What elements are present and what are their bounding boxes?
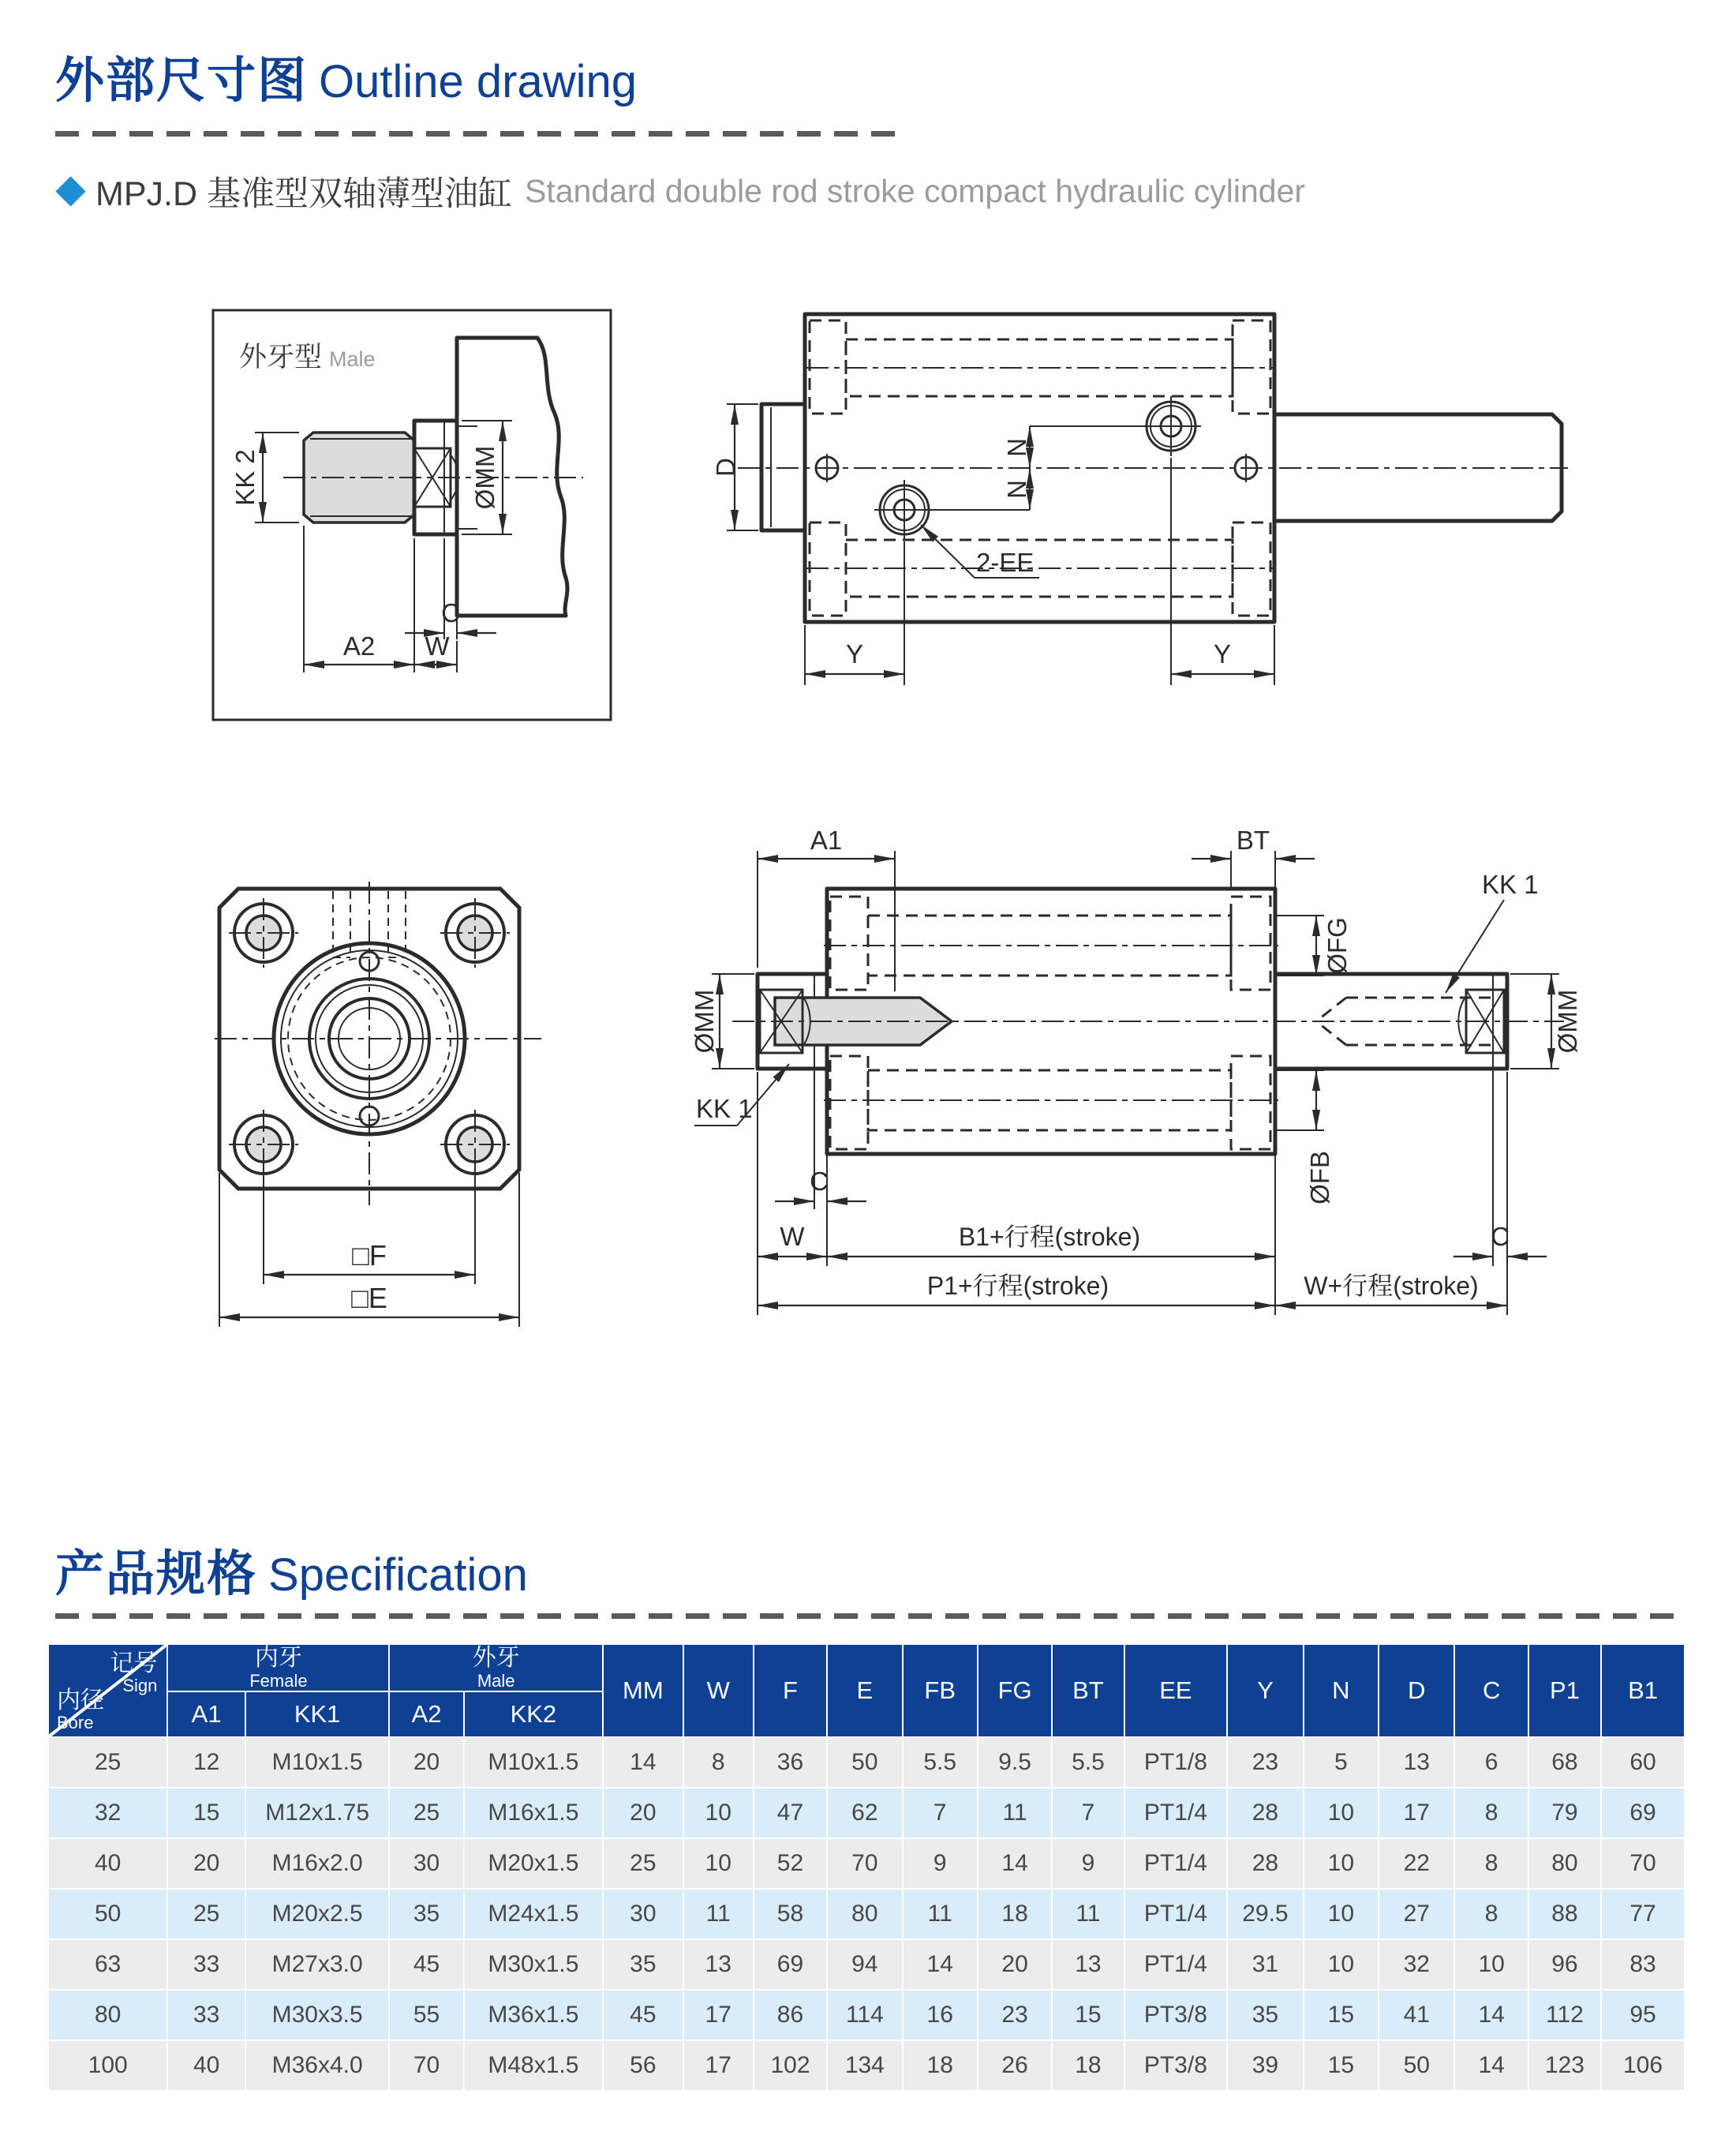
spec-cell: 39 (1227, 2040, 1303, 2091)
spec-cell: 35 (389, 1889, 463, 1939)
spec-cell: 15 (167, 1788, 245, 1838)
section-title-outline (55, 41, 637, 111)
dim-w-label: W (780, 1222, 805, 1251)
spec-row (48, 1939, 1685, 1990)
spec-cell: 20 (389, 1737, 463, 1788)
spec-cell: 25 (603, 1838, 683, 1889)
spec-cell: 80 (827, 1889, 902, 1939)
dim-mm-left-label: ØMM (690, 989, 719, 1054)
spec-cell: M30x3.5 (245, 1990, 390, 2040)
spec-cell: PT1/4 (1124, 1889, 1228, 1939)
spec-cell: 35 (1227, 1990, 1303, 2040)
spec-cell: 12 (167, 1737, 245, 1788)
spec-cell: M20x1.5 (464, 1838, 603, 1889)
spec-cell: 10 (683, 1838, 754, 1889)
dim-c-left-label: C (810, 1167, 829, 1196)
spec-corner-header: 记号 Sign 内径 Bore (48, 1644, 167, 1737)
spec-col-header: EE (1124, 1644, 1228, 1737)
figure-top-view (711, 300, 1574, 695)
spec-cell: 11 (1052, 1889, 1124, 1939)
spec-cell: 7 (1052, 1788, 1124, 1838)
spec-cell: PT1/4 (1124, 1939, 1228, 1990)
spec-cell: 20 (978, 1939, 1052, 1990)
spec-cell: 30 (389, 1838, 463, 1889)
spec-cell: 14 (1454, 1990, 1528, 2040)
dim-kk1-bottom-label: KK 1 (696, 1094, 753, 1123)
spec-cell: M10x1.5 (245, 1737, 390, 1788)
spec-col-header: BT (1052, 1644, 1124, 1737)
spec-cell: 20 (167, 1838, 245, 1889)
product-subtitle (55, 167, 1305, 215)
spec-cell: 13 (1052, 1939, 1124, 1990)
spec-row (48, 1990, 1685, 2040)
figure-title-cn: 外牙型 (239, 342, 323, 373)
spec-cell: 14 (603, 1737, 683, 1788)
dim-n-upper-label: N (1002, 438, 1031, 457)
spec-cell: 22 (1379, 1838, 1454, 1889)
spec-cell: 36 (754, 1737, 827, 1788)
dim-mm-right-label: ØMM (1553, 989, 1582, 1054)
dim-e-label: □E (351, 1282, 387, 1314)
diamond-bullet-icon (55, 176, 85, 206)
male-thread-drawing (283, 338, 583, 616)
spec-cell: 45 (603, 1990, 683, 2040)
spec-row (48, 1889, 1685, 1939)
spec-cell: 60 (1601, 1737, 1685, 1788)
spec-cell: 29.5 (1227, 1889, 1303, 1939)
spec-cell: 45 (389, 1939, 463, 1990)
spec-cell: 69 (1601, 1788, 1685, 1838)
spec-cell: 18 (903, 2040, 978, 2091)
top-view-dimensions (711, 404, 1274, 685)
spec-cell: 6 (1454, 1737, 1528, 1788)
product-name-en: Standard double rod stroke compact hydraulic cylinder (524, 173, 1306, 209)
spec-cell: 17 (1379, 1788, 1454, 1838)
section-title-spec (55, 1534, 528, 1605)
dim-p1-label: P1+行程(stroke) (926, 1272, 1109, 1300)
spec-cell: 55 (389, 1990, 463, 2040)
spec-divider (55, 1613, 1685, 1619)
spec-cell: 114 (827, 1990, 902, 2040)
spec-cell: 14 (978, 1838, 1052, 1889)
spec-cell: 52 (754, 1838, 827, 1889)
spec-cell: 40 (167, 2040, 245, 2091)
spec-col-header: C (1454, 1644, 1528, 1737)
dim-2ee-label: 2-EE (976, 548, 1034, 577)
dim-w-stroke-label: W+行程(stroke) (1304, 1272, 1479, 1300)
dim-c-right-label: C (1491, 1222, 1510, 1251)
spec-cell: 11 (903, 1889, 978, 1939)
spec-cell: 10 (683, 1788, 754, 1838)
spec-cell: 23 (1227, 1737, 1303, 1788)
spec-cell: 31 (1227, 1939, 1303, 1990)
spec-col-header: MM (603, 1644, 683, 1737)
spec-cell: 123 (1528, 2040, 1601, 2091)
spec-cell: 102 (754, 2040, 827, 2091)
spec-cell: 9 (1052, 1838, 1124, 1889)
dim-kk1-top-label: KK 1 (1482, 870, 1539, 899)
spec-cell: 32 (1379, 1939, 1454, 1990)
spec-cell: 28 (1227, 1838, 1303, 1889)
spec-cell: 79 (1528, 1788, 1601, 1838)
dim-w-label: W (425, 631, 450, 661)
spec-cell: 35 (603, 1939, 683, 1990)
spec-cell: 10 (1304, 1939, 1379, 1990)
spec-cell: 70 (389, 2040, 463, 2091)
spec-cell: 14 (903, 1939, 978, 1990)
spec-cell: 50 (827, 1737, 902, 1788)
spec-cell: 15 (1304, 2040, 1379, 2091)
spec-cell: 9.5 (978, 1737, 1052, 1788)
spec-title-en: Specification (268, 1549, 528, 1601)
spec-cell: 94 (827, 1939, 902, 1990)
spec-cell: 8 (683, 1737, 754, 1788)
spec-cell: 23 (978, 1990, 1052, 2040)
front-view-dimensions (219, 1152, 519, 1327)
spec-cell: 69 (754, 1939, 827, 1990)
spec-subcol-header: KK2 (464, 1691, 603, 1737)
dim-y-right-label: Y (1213, 639, 1232, 669)
figure-front-view (213, 880, 544, 1338)
spec-cell: 70 (1601, 1838, 1685, 1889)
spec-cell: M30x1.5 (464, 1939, 603, 1990)
spec-subcol-header: A1 (167, 1691, 245, 1737)
spec-col-header: F (754, 1644, 827, 1737)
spec-cell: 25 (389, 1788, 463, 1838)
spec-cell: M16x2.0 (245, 1838, 390, 1889)
dim-a2-label: A2 (342, 631, 376, 661)
spec-col-header: P1 (1528, 1644, 1601, 1737)
section-title-cn: 外部尺寸图 (55, 54, 309, 108)
spec-cell: 134 (827, 2040, 902, 2091)
spec-cell: M36x4.0 (245, 2040, 390, 2091)
dim-b1-label: B1+行程(stroke) (958, 1223, 1141, 1251)
spec-cell: 106 (1601, 2040, 1685, 2091)
section-title-en: Outline drawing (319, 56, 638, 107)
spec-cell: M36x1.5 (464, 1990, 603, 2040)
spec-cell: 14 (1454, 2040, 1528, 2091)
spec-cell: 50 (1379, 2040, 1454, 2091)
spec-col-header: W (683, 1644, 754, 1737)
spec-cell: M27x3.0 (245, 1939, 390, 1990)
top-view-drawing (738, 314, 1568, 622)
spec-cell: M12x1.75 (245, 1788, 390, 1838)
spec-cell: 25 (167, 1889, 245, 1939)
spec-col-header: N (1304, 1644, 1379, 1737)
figure-male-thread-detail (211, 308, 613, 722)
spec-cell: 26 (978, 2040, 1052, 2091)
spec-group-header: 内牙 Female (167, 1644, 389, 1691)
spec-cell: 5.5 (903, 1737, 978, 1788)
spec-cell: 77 (1601, 1889, 1685, 1939)
spec-cell: 18 (978, 1889, 1052, 1939)
dim-kk2-label: KK 2 (230, 449, 260, 506)
dim-fg-label: ØFG (1323, 917, 1352, 974)
spec-cell: 8 (1454, 1889, 1528, 1939)
spec-cell: 47 (754, 1788, 827, 1838)
spec-cell: 7 (903, 1788, 978, 1838)
spec-row (48, 2040, 1685, 2091)
spec-cell: 11 (683, 1889, 754, 1939)
spec-cell: 5.5 (1052, 1737, 1124, 1788)
spec-cell: 112 (1528, 1990, 1601, 2040)
dim-bt-label: BT (1236, 826, 1270, 855)
spec-cell: 10 (1304, 1838, 1379, 1889)
spec-cell: M16x1.5 (464, 1788, 603, 1838)
spec-row (48, 1838, 1685, 1889)
spec-col-header: D (1379, 1644, 1454, 1737)
spec-cell: 40 (48, 1838, 167, 1889)
dim-mm-label: ØMM (470, 445, 499, 510)
spec-cell: M20x2.5 (245, 1889, 390, 1939)
spec-cell: 25 (48, 1737, 167, 1788)
spec-cell: 80 (1528, 1838, 1601, 1889)
figure-side-section (687, 821, 1582, 1342)
spec-cell: 63 (48, 1939, 167, 1990)
spec-cell: 50 (48, 1889, 167, 1939)
specification-table (47, 1643, 1685, 2092)
spec-subcol-header: KK1 (245, 1691, 390, 1737)
spec-cell: 10 (1304, 1788, 1379, 1838)
spec-cell: PT1/8 (1124, 1737, 1228, 1788)
spec-cell: 10 (1454, 1939, 1528, 1990)
spec-cell: PT3/8 (1124, 1990, 1228, 2040)
spec-cell: 15 (1304, 1990, 1379, 2040)
spec-cell: 80 (48, 1990, 167, 2040)
spec-cell: 8 (1454, 1838, 1528, 1889)
spec-row (48, 1737, 1685, 1788)
spec-cell: 13 (683, 1939, 754, 1990)
spec-col-header: FG (978, 1644, 1052, 1737)
spec-cell: 5 (1304, 1737, 1379, 1788)
product-name-cn: MPJ.D 基准型双轴薄型油缸 (95, 175, 512, 213)
spec-cell: 86 (754, 1990, 827, 2040)
spec-cell: 100 (48, 2040, 167, 2091)
spec-cell: 96 (1528, 1939, 1601, 1990)
spec-cell: 95 (1601, 1990, 1685, 2040)
spec-cell: 70 (827, 1838, 902, 1889)
spec-col-header: B1 (1601, 1644, 1685, 1737)
spec-cell: M10x1.5 (464, 1737, 603, 1788)
spec-group-header: 外牙 Male (389, 1644, 603, 1691)
spec-cell: 41 (1379, 1990, 1454, 2040)
spec-cell: 18 (1052, 2040, 1124, 2091)
spec-cell: 62 (827, 1788, 902, 1838)
spec-cell: 11 (978, 1788, 1052, 1838)
spec-cell: 30 (603, 1889, 683, 1939)
figure-title-en: Male (329, 347, 376, 371)
spec-cell: 20 (603, 1788, 683, 1838)
spec-cell: 27 (1379, 1889, 1454, 1939)
spec-cell: M48x1.5 (464, 2040, 603, 2091)
spec-cell: 28 (1227, 1788, 1303, 1838)
spec-cell: 17 (683, 1990, 754, 2040)
spec-cell: 33 (167, 1939, 245, 1990)
spec-cell: 33 (167, 1990, 245, 2040)
spec-cell: 56 (603, 2040, 683, 2091)
dim-c-label: C (441, 598, 460, 627)
spec-cell: 10 (1304, 1889, 1379, 1939)
spec-cell: 58 (754, 1889, 827, 1939)
spec-cell: PT1/4 (1124, 1838, 1228, 1889)
spec-col-header: Y (1227, 1644, 1303, 1737)
spec-cell: 13 (1379, 1737, 1454, 1788)
spec-title-cn: 产品规格 (55, 1547, 258, 1601)
spec-cell: 17 (683, 2040, 754, 2091)
title-divider (55, 131, 898, 137)
spec-row (48, 1788, 1685, 1838)
dim-d-label: D (711, 458, 740, 477)
spec-cell: 9 (903, 1838, 978, 1889)
spec-cell: M24x1.5 (464, 1889, 603, 1939)
spec-subcol-header: A2 (389, 1691, 463, 1737)
spec-cell: 88 (1528, 1889, 1601, 1939)
spec-cell: PT3/8 (1124, 2040, 1228, 2091)
spec-cell: 16 (903, 1990, 978, 2040)
spec-col-header: FB (903, 1644, 978, 1737)
dim-f-label: □F (352, 1239, 387, 1272)
spec-cell: 68 (1528, 1737, 1601, 1788)
side-section-drawing (732, 889, 1564, 1154)
dim-a1-label: A1 (810, 826, 843, 855)
spec-cell: 8 (1454, 1788, 1528, 1838)
dim-n-lower-label: N (1002, 480, 1031, 499)
dim-fb-label: ØFB (1305, 1151, 1334, 1204)
spec-col-header: E (827, 1644, 902, 1737)
spec-cell: 15 (1052, 1990, 1124, 2040)
spec-cell: 32 (48, 1788, 167, 1838)
spec-cell: 83 (1601, 1939, 1685, 1990)
dim-y-left-label: Y (845, 639, 864, 669)
spec-cell: PT1/4 (1124, 1788, 1228, 1838)
